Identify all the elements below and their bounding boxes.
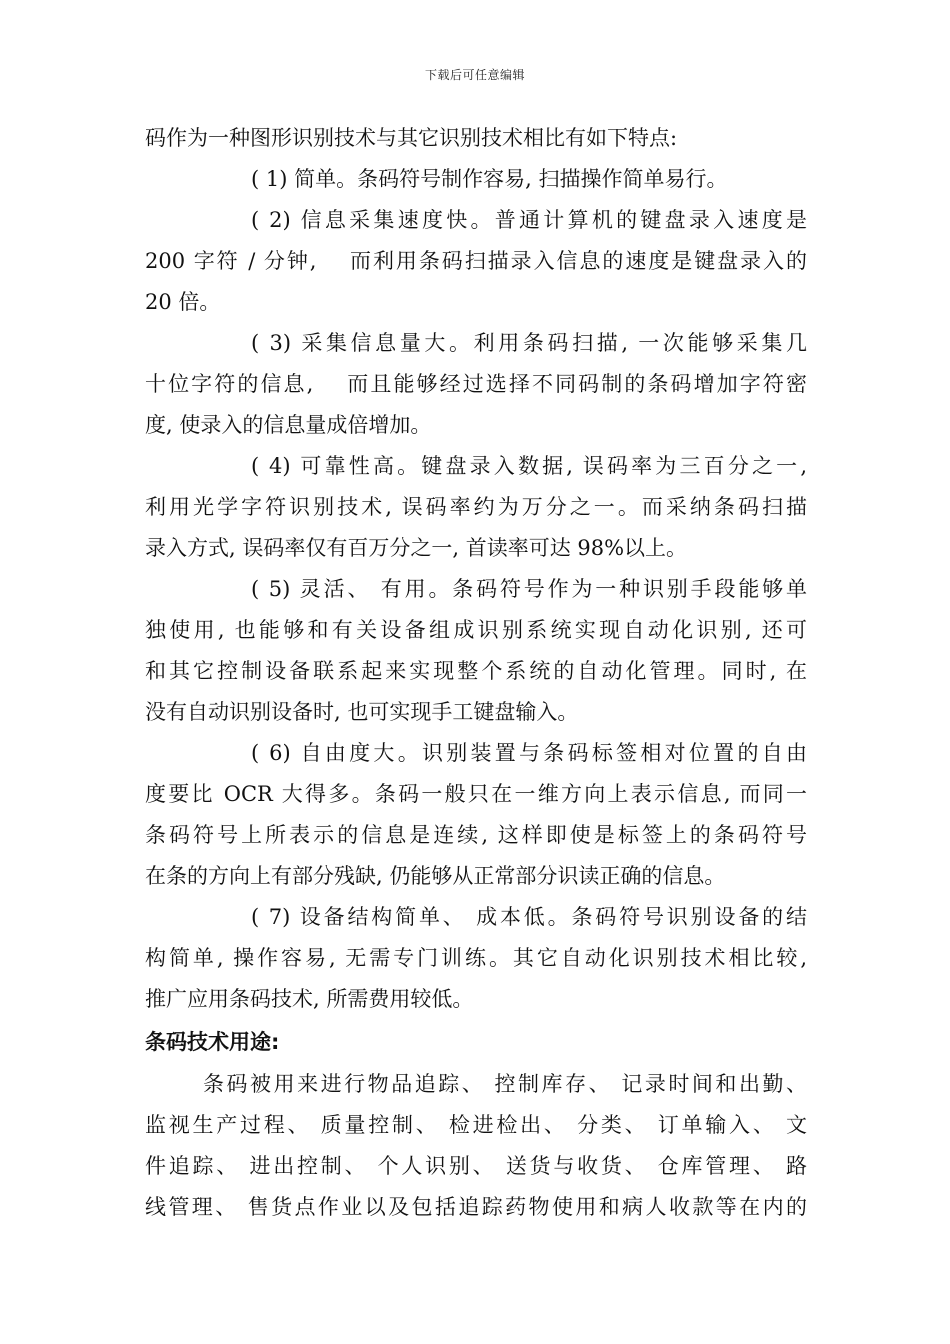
document-body [145, 118, 807, 1228]
paragraph-line: 条码符号上所表示的信息是连续, 这样即使是标签上的条码符号 [145, 823, 807, 847]
paragraph-line: 在条的方向上有部分残缺, 仍能够从正常部分识读正确的信息。 [145, 864, 726, 888]
paragraph-line: 码作为一种图形识别技术与其它识别技术相比有如下特点: [145, 126, 678, 150]
paragraph-line: 20 倍。 [145, 290, 221, 314]
paragraph-line: 录入方式, 误码率仅有百万分之一, 首读率可达 98%以上。 [145, 536, 688, 560]
section-paragraph-line: 件追踪、 进出控制、 个人识别、 送货与收货、 仓库管理、 路 [145, 1154, 807, 1178]
section-paragraph-line: 监视生产过程、 质量控制、 检进检出、 分类、 订单输入、 文 [145, 1113, 807, 1137]
feature-2-line: ( 2) 信息采集速度快。普通计算机的键盘录入速度是 [251, 208, 807, 232]
paragraph-line: 和其它控制设备联系起来实现整个系统的自动化管理。同时, 在 [145, 659, 807, 683]
section-heading: 条码技术用途: [145, 1030, 280, 1054]
paragraph-line: 没有自动识别设备时, 也可实现手工键盘输入。 [145, 700, 579, 724]
feature-6-line: ( 6) 自由度大。识别装置与条码标签相对位置的自由 [251, 741, 807, 765]
paragraph-line: 度, 使录入的信息量成倍增加。 [145, 413, 432, 437]
paragraph-line: 独使用, 也能够和有关设备组成识别系统实现自动化识别, 还可 [145, 618, 807, 642]
feature-7-line: ( 7) 设备结构简单、 成本低。条码符号识别设备的结 [251, 905, 807, 929]
paragraph-line: 十位字符的信息, 而且能够经过选择不同码制的条码增加字符密 [145, 372, 807, 396]
section-paragraph-line: 线管理、 售货点作业以及包括追踪药物使用和病人收款等在内的 [145, 1195, 807, 1219]
feature-1-line: ( 1) 简单。条码符号制作容易, 扫描操作简单易行。 [251, 167, 728, 191]
section-paragraph-line: 条码被用来进行物品追踪、 控制库存、 记录时间和出勤、 [203, 1072, 807, 1096]
paragraph-line: 推广应用条码技术, 所需费用较低。 [145, 987, 474, 1011]
feature-3-line: ( 3) 采集信息量大。利用条码扫描, 一次能够采集几 [251, 331, 807, 355]
paragraph-line: 度要比 OCR 大得多。条码一般只在一维方向上表示信息, 而同一 [145, 782, 807, 806]
paragraph-line: 200 字符 / 分钟, 而利用条码扫描录入信息的速度是键盘录入的 [145, 249, 807, 273]
feature-4-line: ( 4) 可靠性高。键盘录入数据, 误码率为三百分之一, [251, 454, 807, 478]
page-header-note: 下载后可任意编辑 [424, 68, 525, 82]
feature-5-line: ( 5) 灵活、 有用。条码符号作为一种识别手段能够单 [251, 577, 807, 601]
paragraph-line: 构简单, 操作容易, 无需专门训练。其它自动化识别技术相比较, [145, 946, 807, 970]
paragraph-line: 利用光学字符识别技术, 误码率约为万分之一。而采纳条码扫描 [145, 495, 807, 519]
